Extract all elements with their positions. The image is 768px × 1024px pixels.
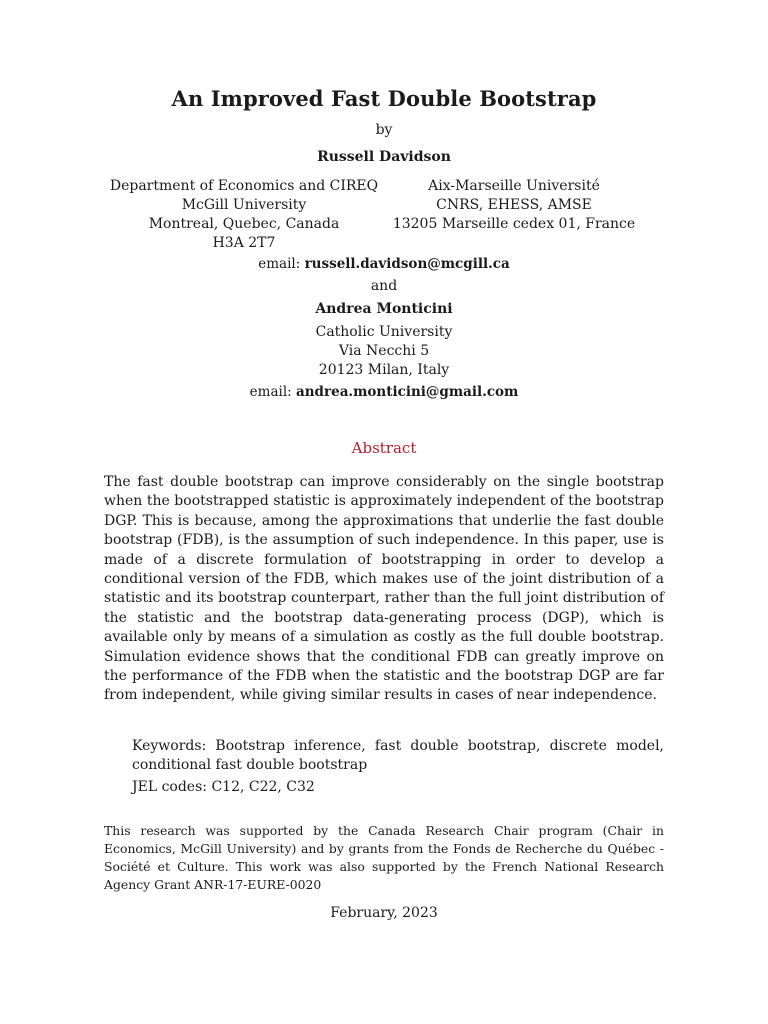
email-label: email: xyxy=(249,384,292,400)
affiliation-line: 20123 Milan, Italy xyxy=(318,362,450,378)
author2-email-line xyxy=(0,384,768,400)
affiliation-line: 13205 Marseille cedex 01, France xyxy=(392,216,636,232)
author1-affiliation-left xyxy=(104,177,384,253)
affiliation-line: CNRS, EHESS, AMSE xyxy=(436,197,592,213)
paper-title: An Improved Fast Double Bootstrap xyxy=(171,86,597,111)
author1-email-line xyxy=(0,256,768,272)
abstract-text: The fast double bootstrap can improve considerably on the single bootstrap when the bootstrapped statistic is approximately independent of the bootstrap DGP. This is because, among the approximations that underlie the fast double bootstrap (FDB), is the assumption of such independence. In this paper, use is made of a discrete formulation of bootstrapping in order to develop a conditional version of the FDB, which makes use of the joint distribution of a statistic and its bootstrap counterpart, rather than the full joint distribution of the statistic and the bootstrap data-generating process (DGP), which is available only by means of a simulation as costly as the full double bootstrap. Simulation evidence shows that the conditional FDB can greatly improve on the performance of the FDB when the statistic and the bootstrap DGP are far from independent, while giving similar results in cases of near independence. xyxy=(104,474,664,704)
funding-note: This research was supported by the Canada Research Chair program (Chair in Economics, McGill University) and by grants from the Fonds de Recherche du Québec - Société et Culture. This work was also supported by the French National Research Agency Grant ANR-17-EURE-0020 xyxy=(104,823,664,892)
affiliation-line: Department of Economics and CIREQ xyxy=(109,178,379,194)
abstract-heading: Abstract xyxy=(351,439,417,457)
affiliation-line: Montreal, Quebec, Canada xyxy=(148,216,340,232)
and-separator: and xyxy=(370,278,398,294)
affiliation-line: Via Necchi 5 xyxy=(338,343,430,359)
by-line: by xyxy=(375,122,393,138)
affiliation-line: McGill University xyxy=(181,197,307,213)
author-name-2: Andrea Monticini xyxy=(315,301,453,317)
author2-email[interactable]: andrea.monticini@gmail.com xyxy=(295,384,519,400)
author-name-1: Russell Davidson xyxy=(317,149,451,165)
affiliation-line: Aix-Marseille Université xyxy=(428,178,600,194)
affiliation-line: Catholic University xyxy=(315,324,453,340)
publication-date: February, 2023 xyxy=(330,905,438,921)
email-label: email: xyxy=(258,256,301,272)
jel-codes: JEL codes: C12, C22, C32 xyxy=(132,779,315,795)
keywords: Keywords: Bootstrap inference, fast double bootstrap, discrete model, conditional fast double bootstrap xyxy=(132,738,664,774)
affiliation-line: H3A 2T7 xyxy=(212,235,276,251)
author2-affiliation xyxy=(0,323,768,380)
author1-email[interactable]: russell.davidson@mcgill.ca xyxy=(304,256,510,272)
author1-affiliation-right xyxy=(384,177,644,234)
